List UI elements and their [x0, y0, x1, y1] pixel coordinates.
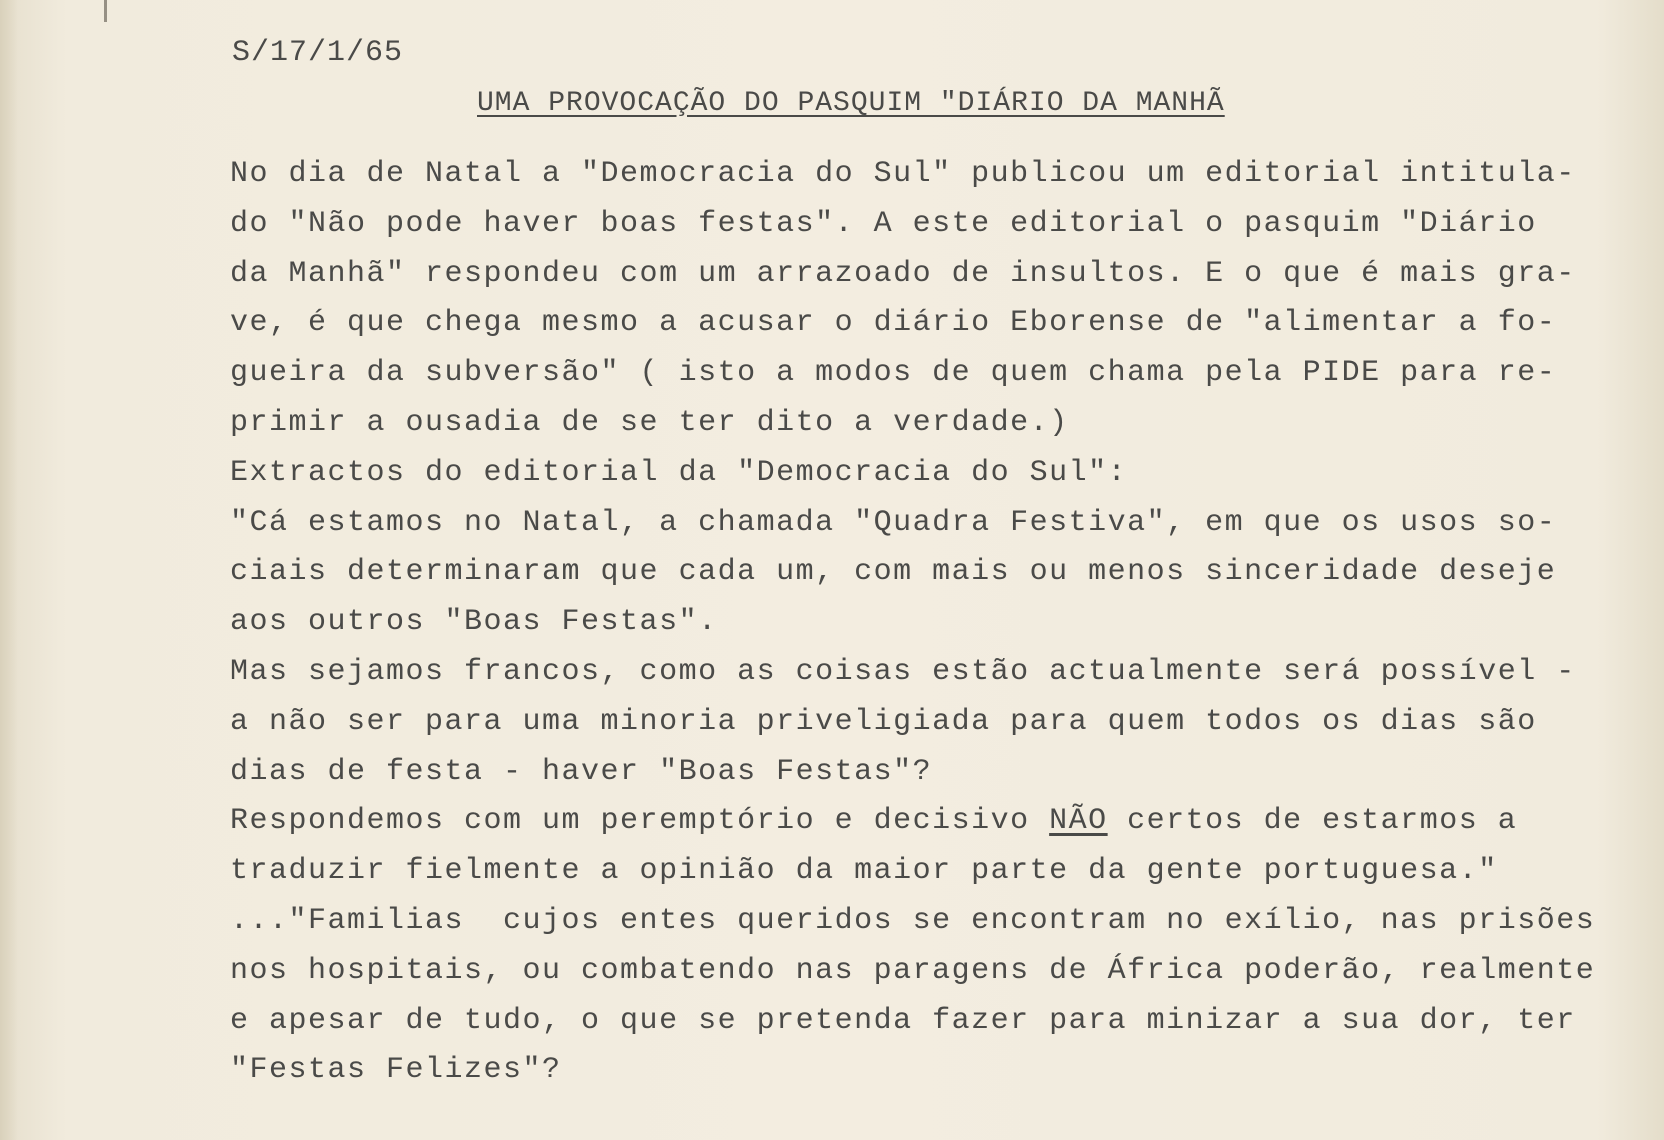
body-line: primir a ousadia de se ter dito a verdade.)	[230, 405, 1069, 440]
body-line: do "Não pode haver boas festas". A este editorial o pasquim "Diário	[230, 206, 1537, 241]
body-line: gueira da subversão" ( isto a modos de quem chama pela PIDE para re-	[230, 356, 1557, 391]
body-line: ve, é que chega mesmo a acusar o diário Eborense de "alimentar a fo-	[230, 306, 1557, 341]
body-line: Mas sejamos francos, como as coisas estão actualmente será possível -	[230, 654, 1576, 689]
paper-mark	[104, 0, 107, 22]
body-line: Extractos do editorial da "Democracia do Sul":	[230, 455, 1128, 490]
body-line: da Manhã" respondeu com um arrazoado de insultos. E o que é mais gra-	[230, 256, 1576, 291]
document-body	[230, 150, 1650, 1096]
body-line: ciais determinaram que cada um, com mais ou menos sinceridade deseje	[230, 555, 1557, 590]
body-line: aos outros "Boas Festas".	[230, 605, 718, 640]
document-reference: S/17/1/65	[232, 36, 404, 70]
underlined-nao: NÃO	[1049, 804, 1108, 839]
body-text: Respondemos com um peremptório e decisivo	[230, 804, 1050, 839]
body-line: "Festas Felizes"?	[230, 1053, 562, 1088]
body-line: traduzir fielmente a opinião da maior parte da gente portuguesa."	[230, 854, 1498, 889]
body-line: a não ser para uma minoria priveligiada para quem todos os dias são	[230, 704, 1537, 739]
body-line: nos hospitais, ou combatendo nas paragens de África poderão, realmente	[230, 953, 1596, 988]
body-line: ..."Familias cujos entes queridos se encontram no exílio, nas prisões	[230, 903, 1596, 938]
body-line: dias de festa - haver "Boas Festas"?	[230, 754, 933, 789]
body-line: e apesar de tudo, o que se pretenda fazer para minizar a sua dor, ter	[230, 1003, 1576, 1038]
body-text: certos de estarmos a	[1107, 804, 1518, 839]
body-line-nao	[230, 797, 1650, 847]
body-line: "Cá estamos no Natal, a chamada "Quadra Festiva", em que os usos so-	[230, 505, 1557, 540]
paper-edge-shadow	[0, 0, 18, 1140]
document-title: UMA PROVOCAÇÃO DO PASQUIM "DIÁRIO DA MANHÃ	[477, 88, 1225, 119]
body-line: No dia de Natal a "Democracia do Sul" publicou um editorial intitula-	[230, 157, 1576, 191]
